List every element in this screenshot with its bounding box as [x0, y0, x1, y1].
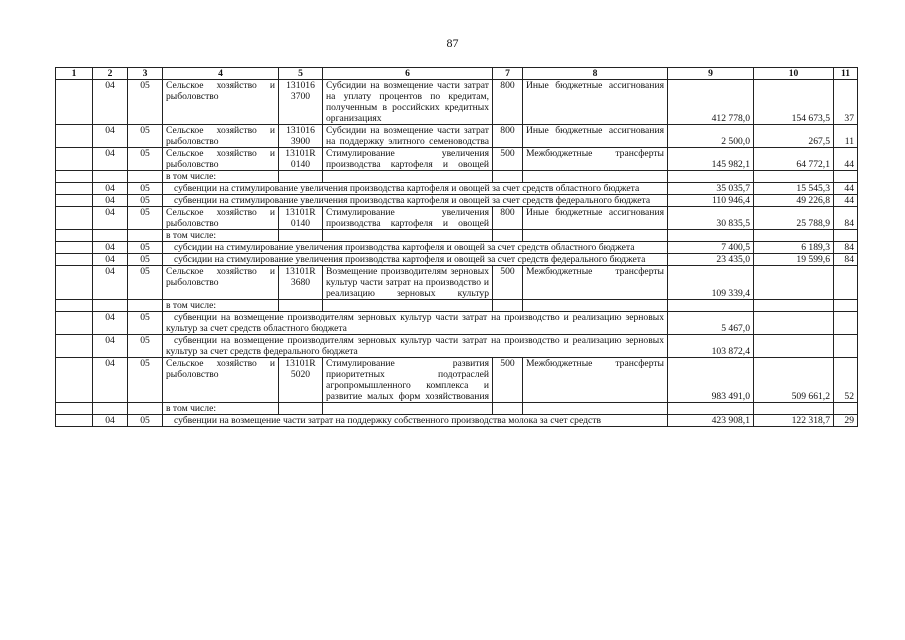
table-cell: [56, 195, 93, 207]
expense-type-name: Межбюджетные трансферты: [523, 266, 668, 300]
amount-actual: 15 545,3: [754, 183, 834, 195]
subsection-code: 05: [128, 254, 163, 266]
section-code: 04: [93, 207, 128, 230]
section-name: Сельское хозяйство и рыболовство: [163, 125, 279, 148]
expense-type-code: 800: [493, 125, 523, 148]
table-cell: [493, 230, 523, 242]
table-cell: [493, 300, 523, 312]
amount-actual: [754, 312, 834, 335]
expense-description: Стимулирование увеличения производства картофеля и овощей: [323, 207, 493, 230]
percent-value: 37: [834, 80, 858, 125]
table-row: [56, 335, 858, 358]
target-code: 131016 3900: [279, 125, 323, 148]
expense-type-code: 500: [493, 148, 523, 171]
amount-plan: 983 491,0: [668, 358, 754, 403]
amount-actual: 509 661,2: [754, 358, 834, 403]
table-cell: [668, 171, 754, 183]
percent-value: 44: [834, 148, 858, 171]
section-name: Сельское хозяйство и рыболовство: [163, 207, 279, 230]
table-cell: [668, 230, 754, 242]
table-cell: [279, 230, 323, 242]
section-code: 04: [93, 358, 128, 403]
table-row: [56, 242, 858, 254]
table-cell: [754, 300, 834, 312]
header-row: [56, 68, 858, 80]
percent-value: [834, 312, 858, 335]
percent-value: [834, 266, 858, 300]
subsection-code: 05: [128, 335, 163, 358]
header-cell: 9: [668, 68, 754, 80]
table-cell: [834, 300, 858, 312]
section-code: 04: [93, 183, 128, 195]
amount-actual: [754, 266, 834, 300]
section-code: 04: [93, 254, 128, 266]
amount-plan: 423 908,1: [668, 415, 754, 427]
section-name: Сельское хозяйство и рыболовство: [163, 266, 279, 300]
table-cell: [523, 230, 668, 242]
table-cell: [523, 171, 668, 183]
table-row: [56, 403, 858, 415]
percent-value: 84: [834, 207, 858, 230]
expense-description: Стимулирование увеличения производства картофеля и овощей: [323, 148, 493, 171]
table-cell: [93, 403, 128, 415]
expense-type-code: 500: [493, 266, 523, 300]
expense-description: Субсидии на возмещение части затрат на поддержку элитного семеноводства: [323, 125, 493, 148]
expense-type-code: 800: [493, 207, 523, 230]
percent-value: [834, 335, 858, 358]
table-cell: [834, 171, 858, 183]
table-cell: [493, 403, 523, 415]
expense-type-name: Иные бюджетные ассигнования: [523, 80, 668, 125]
amount-actual: 6 189,3: [754, 242, 834, 254]
table-cell: [56, 312, 93, 335]
header-cell: 1: [56, 68, 93, 80]
table-cell: [56, 242, 93, 254]
table-row: [56, 230, 858, 242]
table-cell: [279, 300, 323, 312]
header-cell: 11: [834, 68, 858, 80]
section-name: Сельское хозяйство и рыболовство: [163, 80, 279, 125]
amount-plan: 2 500,0: [668, 125, 754, 148]
table-row: [56, 358, 858, 403]
table-row: [56, 312, 858, 335]
amount-plan: 35 035,7: [668, 183, 754, 195]
including-label: в том числе:: [163, 300, 279, 312]
table-row: [56, 266, 858, 300]
header-cell: 10: [754, 68, 834, 80]
table-cell: [56, 254, 93, 266]
table-cell: [754, 230, 834, 242]
section-code: 04: [93, 80, 128, 125]
sub-item-description: субвенции на возмещение производителям зерновых культур части затрат на производство и реализацию зерновых культур за счет средств федерального бюджета: [163, 335, 668, 358]
page-number: 87: [446, 36, 459, 50]
amount-plan: 103 872,4: [668, 335, 754, 358]
sub-item-description: субвенции на стимулирование увеличения производства картофеля и овощей за счет средств областного бюджета: [163, 183, 668, 195]
table-cell: [523, 300, 668, 312]
table-cell: [323, 300, 493, 312]
table-cell: [323, 403, 493, 415]
expense-type-code: 800: [493, 80, 523, 125]
header-cell: 6: [323, 68, 493, 80]
table-cell: [128, 300, 163, 312]
header-cell: 8: [523, 68, 668, 80]
expense-type-name: Межбюджетные трансферты: [523, 148, 668, 171]
table-cell: [754, 171, 834, 183]
subsection-code: 05: [128, 358, 163, 403]
amount-plan: 7 400,5: [668, 242, 754, 254]
percent-value: 29: [834, 415, 858, 427]
sub-item-description: субсидии на стимулирование увеличения производства картофеля и овощей за счет средств федерального бюджета: [163, 254, 668, 266]
sub-item-description: субвенции на стимулирование увеличения производства картофеля и овощей за счет средств федерального бюджета: [163, 195, 668, 207]
table-row: [56, 254, 858, 266]
subsection-code: 05: [128, 183, 163, 195]
subsection-code: 05: [128, 207, 163, 230]
table-row: [56, 300, 858, 312]
amount-actual: 267,5: [754, 125, 834, 148]
amount-actual: [754, 335, 834, 358]
table-cell: [93, 171, 128, 183]
header-cell: 5: [279, 68, 323, 80]
sub-item-description: субвенции на возмещение части затрат на поддержку собственного производства молока за счет средств: [163, 415, 668, 427]
amount-plan: 110 946,4: [668, 195, 754, 207]
subsection-code: 05: [128, 195, 163, 207]
expense-description: Возмещение производителям зерновых культур части затрат на производство и реализацию зерновых культур: [323, 266, 493, 300]
table-cell: [56, 335, 93, 358]
target-code: 13101R 0140: [279, 207, 323, 230]
section-code: 04: [93, 125, 128, 148]
subsection-code: 05: [128, 125, 163, 148]
expense-description: Субсидии на возмещение части затрат на уплату процентов по кредитам, полученным в российских кредитных организациях: [323, 80, 493, 125]
table-cell: [668, 300, 754, 312]
section-code: 04: [93, 312, 128, 335]
percent-value: 44: [834, 195, 858, 207]
section-code: 04: [93, 148, 128, 171]
table-cell: [754, 403, 834, 415]
amount-plan: 5 467,0: [668, 312, 754, 335]
target-code: 13101R 5020: [279, 358, 323, 403]
section-code: 04: [93, 335, 128, 358]
table-row: [56, 148, 858, 171]
expense-type-code: 500: [493, 358, 523, 403]
percent-value: 84: [834, 242, 858, 254]
subsection-code: 05: [128, 415, 163, 427]
expense-description: Стимулирование развития приоритетных подотраслей агропромышленного комплекса и развитие малых форм хозяйствования: [323, 358, 493, 403]
subsection-code: 05: [128, 266, 163, 300]
table-cell: [56, 171, 93, 183]
table-cell: [56, 415, 93, 427]
percent-value: 44: [834, 183, 858, 195]
subsection-code: 05: [128, 242, 163, 254]
percent-value: 52: [834, 358, 858, 403]
section-code: 04: [93, 242, 128, 254]
expense-type-name: Межбюджетные трансферты: [523, 358, 668, 403]
table-row: [56, 171, 858, 183]
table-cell: [56, 125, 93, 148]
amount-actual: 19 599,6: [754, 254, 834, 266]
subsection-code: 05: [128, 312, 163, 335]
table-cell: [523, 403, 668, 415]
table-cell: [93, 230, 128, 242]
section-code: 04: [93, 195, 128, 207]
subsection-code: 05: [128, 80, 163, 125]
amount-plan: 23 435,0: [668, 254, 754, 266]
amount-plan: 145 982,1: [668, 148, 754, 171]
table-cell: [128, 403, 163, 415]
table-cell: [668, 403, 754, 415]
table-cell: [56, 230, 93, 242]
table-cell: [323, 230, 493, 242]
section-name: Сельское хозяйство и рыболовство: [163, 358, 279, 403]
including-label: в том числе:: [163, 230, 279, 242]
target-code: 13101R 3680: [279, 266, 323, 300]
section-code: 04: [93, 415, 128, 427]
table-cell: [56, 300, 93, 312]
amount-plan: 109 339,4: [668, 266, 754, 300]
table-row: [56, 195, 858, 207]
table-row: [56, 207, 858, 230]
amount-plan: 30 835,5: [668, 207, 754, 230]
target-code: 13101R 0140: [279, 148, 323, 171]
header-cell: 7: [493, 68, 523, 80]
table-cell: [56, 148, 93, 171]
amount-actual: 154 673,5: [754, 80, 834, 125]
amount-actual: 49 226,8: [754, 195, 834, 207]
header-cell: 2: [93, 68, 128, 80]
table-cell: [834, 403, 858, 415]
expense-type-name: Иные бюджетные ассигнования: [523, 207, 668, 230]
table-row: [56, 415, 858, 427]
table-cell: [93, 300, 128, 312]
sub-item-description: субвенции на возмещение производителям зерновых культур части затрат на производство и реализацию зерновых культур за счет средств областного бюджета: [163, 312, 668, 335]
section-name: Сельское хозяйство и рыболовство: [163, 148, 279, 171]
including-label: в том числе:: [163, 403, 279, 415]
table-cell: [834, 230, 858, 242]
table-cell: [323, 171, 493, 183]
subsection-code: 05: [128, 148, 163, 171]
table-cell: [56, 183, 93, 195]
table-cell: [56, 266, 93, 300]
budget-table: [55, 67, 858, 427]
including-label: в том числе:: [163, 171, 279, 183]
percent-value: 84: [834, 254, 858, 266]
sub-item-description: субсидии на стимулирование увеличения производства картофеля и овощей за счет средств областного бюджета: [163, 242, 668, 254]
amount-actual: 25 788,9: [754, 207, 834, 230]
table-row: [56, 183, 858, 195]
section-code: 04: [93, 266, 128, 300]
table-row: [56, 80, 858, 125]
amount-actual: 64 772,1: [754, 148, 834, 171]
table-cell: [493, 171, 523, 183]
amount-plan: 412 778,0: [668, 80, 754, 125]
header-cell: 3: [128, 68, 163, 80]
table-cell: [56, 403, 93, 415]
percent-value: 11: [834, 125, 858, 148]
header-cell: 4: [163, 68, 279, 80]
target-code: 131016 3700: [279, 80, 323, 125]
table-cell: [56, 207, 93, 230]
table-row: [56, 125, 858, 148]
table-cell: [56, 80, 93, 125]
table-cell: [279, 403, 323, 415]
table-cell: [128, 230, 163, 242]
table-cell: [56, 358, 93, 403]
table-cell: [279, 171, 323, 183]
expense-type-name: Иные бюджетные ассигнования: [523, 125, 668, 148]
amount-actual: 122 318,7: [754, 415, 834, 427]
table-cell: [128, 171, 163, 183]
